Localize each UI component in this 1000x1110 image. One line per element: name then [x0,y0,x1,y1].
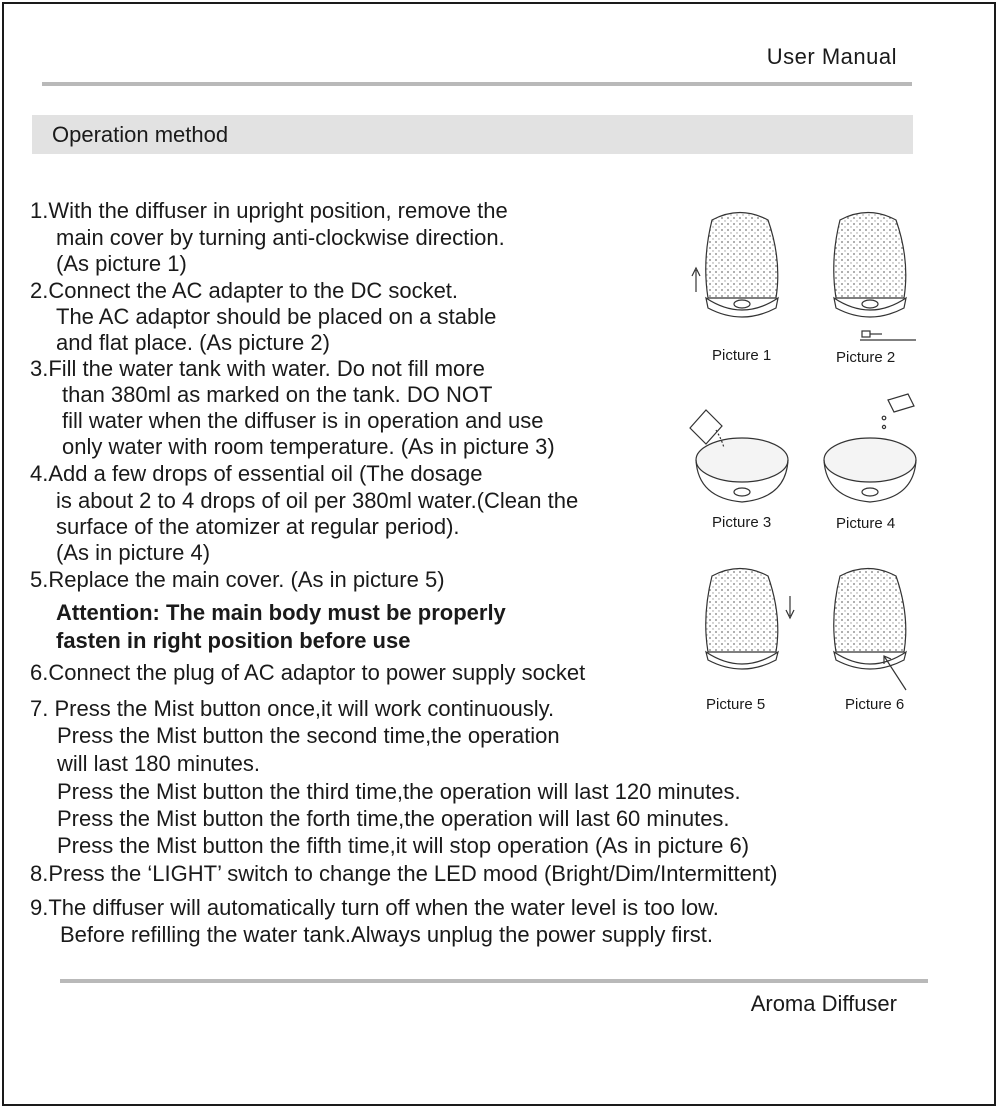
picture-6-diffuser-icon [834,569,906,691]
picture-4-caption: Picture 4 [836,515,896,532]
step-9-line-2: Before refilling the water tank.Always unplug the power supply first. [60,922,713,947]
step-4-line-2: is about 2 to 4 drops of oil per 380ml water.(Clean the [56,488,579,513]
picture-2-diffuser-icon [834,213,916,341]
step-3-line-3: fill water when the diffuser is in operation and use [62,408,544,433]
attention-line-2: fasten in right position before use [56,628,411,653]
step-9-line-1: 9.The diffuser will automatically turn off when the water level is too low. [30,895,719,920]
picture-1-diffuser-icon [692,213,778,318]
picture-5-caption: Picture 5 [706,696,766,713]
picture-3-caption: Picture 3 [712,514,772,531]
step-1-line-3: (As picture 1) [56,251,187,276]
attention-line-1: Attention: The main body must be properly [56,600,506,625]
picture-2-caption: Picture 2 [836,349,896,366]
step-2-line-3: and flat place. (As picture 2) [56,330,330,355]
picture-6-caption: Picture 6 [845,696,905,713]
picture-4-diffuser-icon [824,394,916,502]
picture-5-diffuser-icon [706,569,794,670]
footer-title: Aroma Diffuser [750,991,897,1016]
step-5-line-1: 5.Replace the main cover. (As in picture 5) [30,567,445,592]
step-1-line-2: main cover by turning anti-clockwise direction. [56,225,505,250]
step-6-line-1: 6.Connect the plug of AC adaptor to power supply socket [30,660,586,685]
step-4-line-3: surface of the atomizer at regular period). [56,514,460,539]
picture-3-diffuser-icon [690,410,788,502]
step-4-line-1: 4.Add a few drops of essential oil (The dosage [30,461,483,486]
step-1-line-1: 1.With the diffuser in upright position, remove the [30,198,508,223]
step-2-line-1: 2.Connect the AC adapter to the DC socket. [30,278,459,303]
step-3-line-2: than 380ml as marked on the tank. DO NOT [62,382,493,407]
step-7-line-6: Press the Mist button the fifth time,it will stop operation (As in picture 6) [57,833,750,858]
step-7-line-2: Press the Mist button the second time,the operation [57,723,560,748]
step-2-line-2: The AC adaptor should be placed on a stable [56,304,497,329]
step-7-line-3: will last 180 minutes. [57,751,260,776]
footer-divider [60,979,928,983]
step-3-line-1: 3.Fill the water tank with water. Do not fill more [30,356,485,381]
step-7-line-1: 7. Press the Mist button once,it will work continuously. [30,696,555,721]
header-title: User Manual [766,44,897,69]
section-title: Operation method [52,122,229,147]
step-7-line-4: Press the Mist button the third time,the operation will last 120 minutes. [57,779,741,804]
step-8-line-1: 8.Press the ‘LIGHT’ switch to change the LED mood (Bright/Dim/Intermittent) [30,861,778,886]
step-7-line-5: Press the Mist button the forth time,the operation will last 60 minutes. [57,806,730,831]
step-4-line-4: (As in picture 4) [56,540,211,565]
step-3-line-4: only water with room temperature. (As in picture 3) [62,434,555,459]
picture-1-caption: Picture 1 [712,347,772,364]
